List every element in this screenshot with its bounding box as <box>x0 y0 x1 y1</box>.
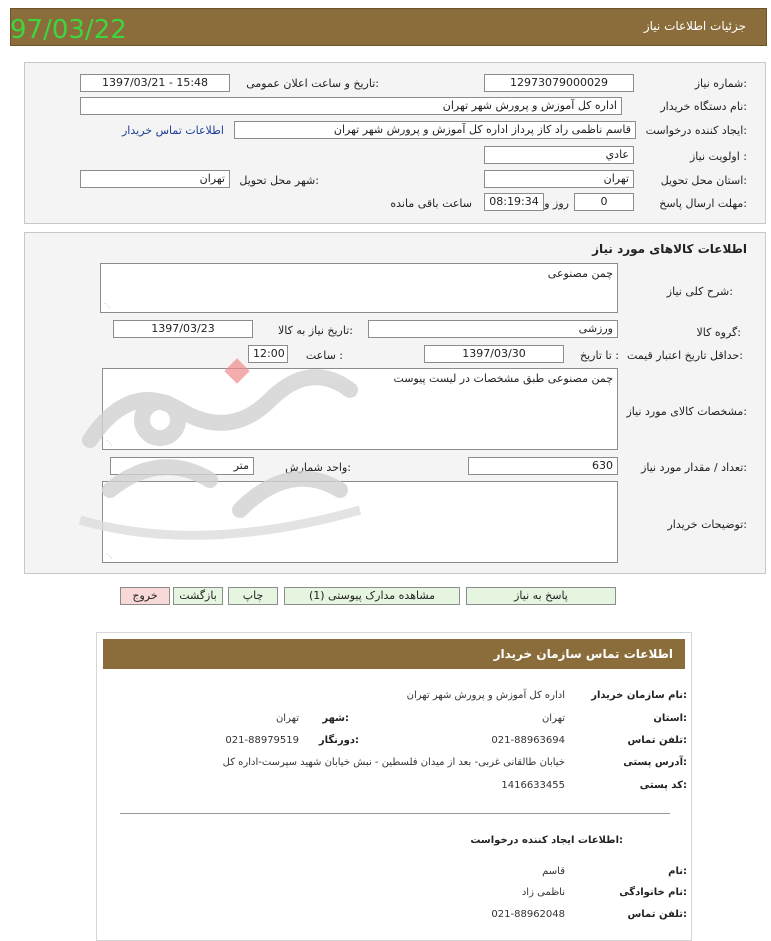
city-label: شهر محل تحویل: <box>239 174 319 187</box>
desc-text: چمن مصنوعی <box>547 267 613 280</box>
qty-field[interactable]: 630 <box>468 457 618 475</box>
remaining-label: ساعت باقی مانده <box>390 197 472 210</box>
announce-field[interactable]: 1397/03/21 - 15:48 <box>80 74 230 92</box>
desc-label: شرح کلی نیاز: <box>666 285 733 298</box>
need-date-label: تاریخ نیاز به کالا: <box>278 324 353 337</box>
buyer-notes-textarea[interactable] <box>102 481 618 563</box>
contact-card-title: اطلاعات تماس سازمان خریدار <box>493 647 673 661</box>
deadline-label: مهلت ارسال پاسخ: <box>659 197 747 210</box>
buyer-org-label: نام دستگاه خریدار: <box>660 100 747 113</box>
group-field[interactable]: ورزشی <box>368 320 618 338</box>
contact-org-value: اداره کل آموزش و پرورش شهر تهران <box>406 690 565 701</box>
creator-family-value: ناظمی زاد <box>521 887 565 898</box>
buyer-contact-card <box>96 632 692 941</box>
date-stamp: 97/03/22 <box>10 15 127 45</box>
contact-city-label: شهر: <box>322 713 349 724</box>
need-number-field[interactable]: 12973079000029 <box>484 74 634 92</box>
unit-label: واحد شمارش: <box>285 461 351 474</box>
contact-address-value: خیابان طالقانی غربی- بعد از میدان فلسطین - نبش خیابان شهید سپرست-اداره کل <box>222 757 565 768</box>
goods-section-title: اطلاعات کالاهای مورد نیاز <box>592 242 747 256</box>
exit-button[interactable]: خروج <box>120 587 170 605</box>
desc-textarea[interactable] <box>100 263 618 313</box>
announce-label: تاریخ و ساعت اعلان عمومی: <box>246 77 379 90</box>
unit-field[interactable]: متر <box>110 457 254 475</box>
resize-grip-icon[interactable]: ⋰ <box>106 552 113 560</box>
page-header <box>0 5 771 47</box>
days-and-label: روز و <box>544 197 569 210</box>
reply-button[interactable]: پاسخ به نیاز <box>466 587 616 605</box>
print-button[interactable]: چاپ <box>228 587 278 605</box>
spec-label: مشخصات کالای مورد نیاز: <box>626 405 747 418</box>
deadline-days-field[interactable]: 0 <box>574 193 634 211</box>
contact-address-label: آدرس پستی: <box>623 757 687 768</box>
hour-field[interactable]: 12:00 <box>248 345 288 363</box>
group-label: گروه کالا: <box>696 326 741 339</box>
contact-divider <box>120 813 670 814</box>
contact-org-label: نام سازمان خریدار: <box>591 690 687 701</box>
hour-label: ساعت : <box>305 349 343 362</box>
creator-phone-label: تلفن تماس: <box>627 909 687 920</box>
qty-label: تعداد / مقدار مورد نیاز: <box>641 461 747 474</box>
buyer-notes-label: توضیحات خریدار: <box>667 518 747 531</box>
contact-card-header <box>103 639 685 669</box>
province-field[interactable]: تهران <box>484 170 634 188</box>
spec-text: چمن مصنوعی طبق مشخصات در لیست پیوست <box>393 372 613 385</box>
creator-field[interactable]: قاسم ناظمی راد کاز پرداز اداره کل آموزش و پرورش شهر تهران <box>234 121 636 139</box>
priority-label: اولویت نیاز : <box>689 150 747 163</box>
priority-field[interactable]: عادي <box>484 146 634 164</box>
resize-grip-icon[interactable]: ⋰ <box>104 302 111 310</box>
min-price-label: حداقل تاریخ اعتبار قیمت: <box>627 349 743 362</box>
creator-label: ایجاد کننده درخواست: <box>645 124 747 137</box>
creator-phone-value: 021-88962048 <box>491 909 565 920</box>
back-button[interactable]: بازگشت <box>173 587 223 605</box>
contact-province-label: استان: <box>653 713 687 724</box>
creator-name-label: نام: <box>668 866 687 877</box>
city-field[interactable]: تهران <box>80 170 230 188</box>
contact-city-value: تهران <box>275 713 299 724</box>
attachments-button[interactable]: مشاهده مدارک پیوستی (1) <box>284 587 460 605</box>
contact-province-value: تهران <box>541 713 565 724</box>
to-date-field[interactable]: 1397/03/30 <box>424 345 564 363</box>
contact-phone-value: 021-88963694 <box>491 735 565 746</box>
contact-fax-value: 021-88979519 <box>225 735 299 746</box>
contact-phone-label: تلفن تماس: <box>627 735 687 746</box>
creator-family-label: نام خانوادگی: <box>619 887 687 898</box>
spec-textarea[interactable] <box>102 368 618 450</box>
page-title: جزئیات اطلاعات نیاز <box>643 19 746 33</box>
deadline-time-field[interactable]: 08:19:34 <box>484 193 544 211</box>
need-number-label: شماره نیاز: <box>694 77 747 90</box>
contact-postal-value: 1416633455 <box>501 780 565 791</box>
resize-grip-icon[interactable]: ⋰ <box>106 439 113 447</box>
need-date-field[interactable]: 1397/03/23 <box>113 320 253 338</box>
contact-postal-label: کد پستی: <box>639 780 687 791</box>
buyer-contact-link[interactable]: اطلاعات تماس خریدار <box>122 124 224 137</box>
creator-section-title: اطلاعات ایجاد کننده درخواست: <box>470 835 623 846</box>
to-date-label: تا تاریخ : <box>580 349 619 362</box>
contact-fax-label: دورنگار: <box>318 735 359 746</box>
creator-name-value: قاسم <box>542 866 565 877</box>
province-label: استان محل تحویل: <box>660 174 747 187</box>
buyer-org-field[interactable]: اداره کل آموزش و پرورش شهر تهران <box>80 97 622 115</box>
